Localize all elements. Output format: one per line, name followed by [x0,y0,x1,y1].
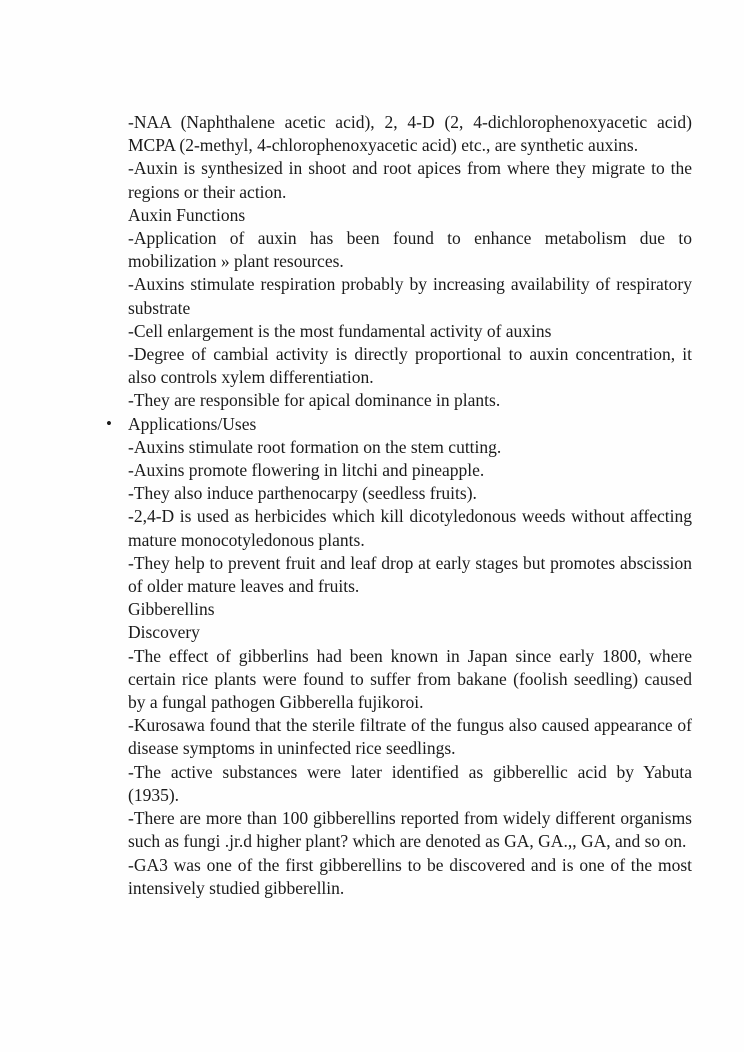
paragraph-text: -The effect of gibberlins had been known in Japan since early 1800, where certain rice plants were found to suffer from bakane (foolish seedling) caused by a fungal pathogen Gibberella fujikoroi. [128,645,692,713]
paragraph-text: -Cell enlargement is the most fundamental activity of auxins [128,320,552,341]
paragraph [128,552,692,598]
paragraph [128,598,692,621]
paragraph [128,714,692,760]
paragraph-text: -Degree of cambial activity is directly proportional to auxin concentration, it also controls xylem differentiation. [128,344,692,388]
paragraph-text: -Auxins stimulate respiration probably by increasing availability of respiratory substrate [128,274,692,318]
paragraph-text: -Auxins promote flowering in litchi and pineapple. [128,460,485,481]
paragraph-text: Auxin Functions [128,204,246,225]
paragraph-text: -Auxins stimulate root formation on the stem cutting. [128,436,502,457]
paragraph [128,459,692,482]
paragraph-text: -2,4-D is used as herbicides which kill dicotyledonous weeds without affecting mature monocotyledonous plants. [128,506,692,550]
paragraph [128,343,692,389]
paragraph-text: Discovery [128,622,200,643]
paragraph-text: -Kurosawa found that the sterile filtrate of the fungus also caused appearance of disease symptoms in uninfected rice seedlings. [128,715,692,759]
paragraph [128,204,692,227]
paragraph-text: -Auxin is synthesized in shoot and root apices from where they migrate to the regions or their action. [128,158,692,202]
paragraph-text: -They also induce parthenocarpy (seedless fruits). [128,483,477,504]
paragraph [128,505,692,551]
paragraph [128,273,692,319]
paragraph [128,761,692,807]
paragraph-text: -There are more than 100 gibberellins reported from widely different organisms such as fungi .jr.d higher plant? which are denoted as GA, GA.,, GA, and so on. [128,808,692,852]
paragraph-text: -Application of auxin has been found to enhance metabolism due to mobilization » plant resources. [128,228,692,272]
paragraph [128,111,692,157]
paragraph [128,621,692,644]
paragraph [128,645,692,715]
paragraph [128,482,692,505]
paragraph [128,320,692,343]
paragraph-text: -NAA (Naphthalene acetic acid), 2, 4-D (2, 4-dichlorophenoxyacetic acid) MCPA (2-methyl, 4-chlorophenoxyacetic acid) etc., are synthetic auxins. [128,112,692,156]
paragraph-text: -The active substances were later identified as gibberellic acid by Yabuta (1935). [128,761,692,805]
paragraph-text: -GA3 was one of the first gibberellins to be discovered and is one of the most intensively studied gibberellin. [128,854,692,898]
paragraph-text: -They help to prevent fruit and leaf drop at early stages but promotes abscission of older mature leaves and fruits. [128,552,692,597]
paragraph [128,807,692,853]
paragraph [128,157,692,203]
paragraph [128,389,692,412]
paragraph-text: Gibberellins [128,599,215,620]
bullet-icon: • [106,413,112,433]
paragraph [128,436,692,459]
paragraph [128,854,692,900]
paragraph [128,227,692,273]
text-block [106,111,692,900]
paragraph-text: -They are responsible for apical dominance in plants. [128,390,501,411]
paragraph [106,413,692,436]
paragraph-text: Applications/Uses [128,413,257,434]
